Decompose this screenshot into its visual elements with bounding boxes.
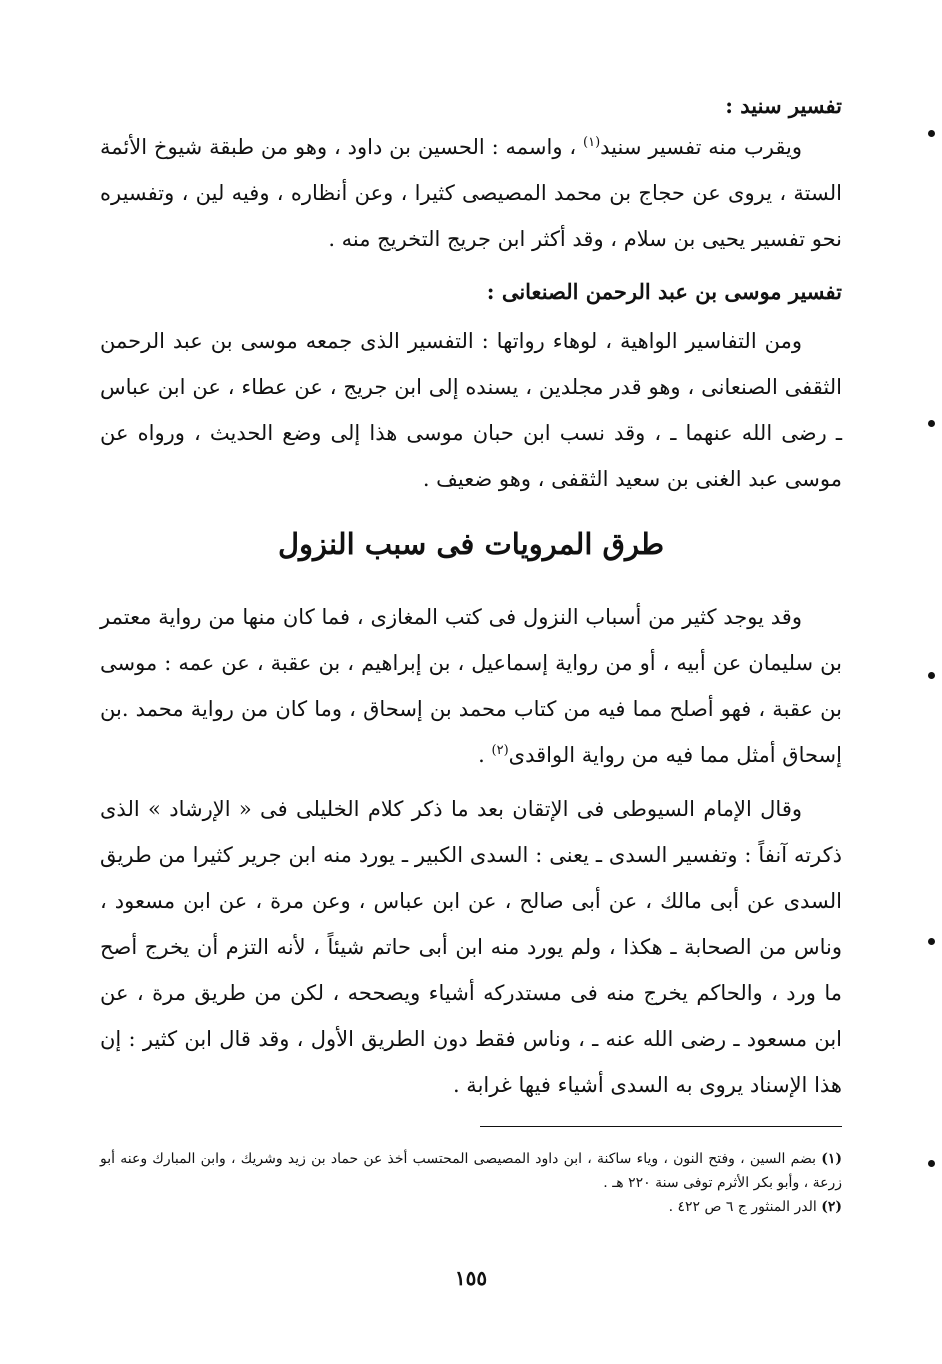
- paragraph-sunaid: [100, 124, 842, 262]
- binding-dot: [928, 130, 935, 137]
- binding-dot: [928, 1160, 935, 1167]
- page-body: [100, 88, 842, 1219]
- footnote-2: [100, 1195, 842, 1219]
- section-heading-musa: تفسير موسى بن عبد الرحمن الصنعانى :: [486, 279, 842, 304]
- footnote-text: الدر المنثور ج ٦ ص ٤٢٢ .: [668, 1199, 822, 1215]
- paragraph-text-cont: .: [478, 743, 492, 767]
- binding-dot: [928, 938, 935, 945]
- paragraph-text: وقد يوجد كثير من أسباب النزول فى كتب المغازى ، فما كان منها من رواية معتمر بن سليمان عن أبيه ، أو من رواية إسماعيل ، بن إبراهيم ، بن عقبة ، عن عمه : موسى بن عقبة ، فهو أصلح مما فيه من كتاب محمد بن إسحاق ، وما كان من رواية محمد .بن إسحاق أمثل مما فيه من رواية الواقدى: [100, 605, 842, 767]
- footnote-ref-1[interactable]: (١): [583, 135, 601, 150]
- footnote-text: بضم السين ، وفتح النون ، وياء ساكنة ، ابن داود المصيصى المحتسب أخذ عن حماد بن زيد وشريك ، وابن المبارك وعنه أبو زرعة ، وأبو بكر الأثرم توفى سنة ٢٢٠ هـ .: [100, 1151, 842, 1191]
- section-heading-sunaid: تفسير سنيد :: [725, 93, 842, 118]
- footnote-number: (٢): [821, 1199, 842, 1215]
- paragraph-maghazi: [100, 594, 842, 778]
- footnote-1: [100, 1147, 842, 1195]
- binding-dot: [928, 672, 935, 679]
- paragraph-text: وقال الإمام السيوطى فى الإتقان بعد ما ذكر كلام الخليلى فى « الإرشاد » الذى ذكرته آنفاً : وتفسير السدى ـ يعنى : السدى الكبير ـ يورد منه ابن جرير كثيرا من طريق السدى عن أبى مالك ، عن أبى صالح ، عن ابن عباس ، وعن مرة ، عن ابن مسعود ، وناس من الصحابة ـ هكذا ، ولم يورد منه ابن أبى حاتم شيئاً ، لأنه التزم أن يخرج أصح ما ورد ، والحاكم يخرج منه فى مستدركه أشياء ويصححه ، لكن من طريق مرة ، عن ابن مسعود ـ رضى الله عنه ـ ، وناس فقط دون الطريق الأول ، وقد قال ابن كثير : إن هذا الإسناد يروى به السدى أشياء فيها غرابة .: [100, 797, 842, 1097]
- paragraph-musa: [100, 318, 842, 502]
- footnote-ref-2[interactable]: (٢): [491, 743, 509, 758]
- binding-dot: [928, 420, 935, 427]
- main-title: طرق المرويات فى سبب النزول: [277, 527, 665, 561]
- footnote-separator: [480, 1126, 842, 1127]
- paragraph-text-cont: ، واسمه : الحسين بن داود ، وهو من طبقة شيوخ الأئمة الستة ، يروى عن حجاج بن محمد المصيصى كثيرا ، وعن أنظاره ، وفيه لين ، وتفسيره نحو تفسير يحيى بن سلام ، وقد أكثر ابن جريج التخريج منه .: [100, 135, 842, 251]
- paragraph-text: ومن التفاسير الواهية ، لوهاء رواتها : التفسير الذى جمعه موسى بن عبد الرحمن الثقفى الصنعانى ، وهو قدر مجلدين ، يسنده إلى ابن جريج ، عن عطاء ، عن ابن عباس ـ رضى الله عنهما ـ ، وقد نسب ابن حبان موسى هذا إلى وضع الحديث ، ورواه عن موسى عبد الغنى بن سعيد الثقفى ، وهو ضعيف .: [100, 329, 842, 491]
- paragraph-text: ويقرب منه تفسير سنيد: [600, 135, 802, 159]
- footnote-number: (١): [821, 1151, 842, 1167]
- page-number: ١٥٥: [454, 1266, 488, 1290]
- paragraph-suyuti: [100, 786, 842, 1108]
